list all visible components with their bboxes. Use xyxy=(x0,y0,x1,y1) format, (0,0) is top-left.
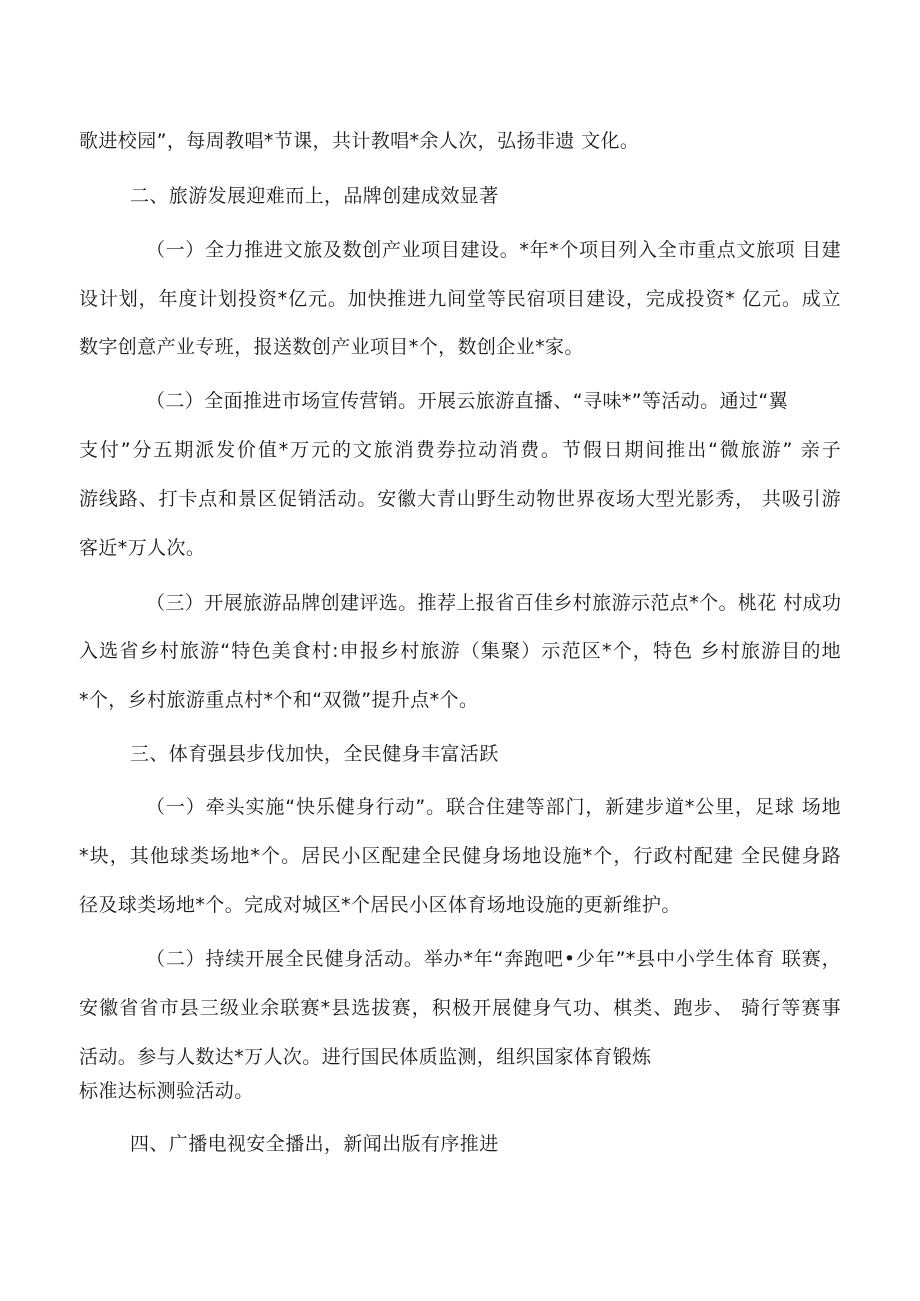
section-heading: 二、旅游发展迎难而上，品牌创建成效显著 xyxy=(130,185,499,207)
paragraph-line: 径及球类场地*个。完成对城区*个居民小区体育场地设施的更新维护。 xyxy=(79,894,681,916)
paragraph-line: 歌进校园”，每周教唱*节课，共计教唱*余人次，弘扬非遗 文化。 xyxy=(79,130,640,152)
paragraph-line: 支付”分五期派发价值*万元的文旅消费券拉动消费。节假日期间推出“微旅游” 亲子 xyxy=(79,439,841,461)
paragraph-line: 入选省乡村旅游“特色美食村:申报乡村旅游（集聚）示范区*个，特色 乡村旅游目的地 xyxy=(79,640,841,662)
paragraph-line: 设计划，年度计划投资*亿元。加快推进九间堂等民宿项目建设，完成投资* 亿元。成立 xyxy=(79,288,841,310)
paragraph-line: （三）开展旅游品牌创建评选。推荐上报省百佳乡村旅游示范点*个。桃花 村成功 xyxy=(146,592,842,614)
paragraph-line: 标准达标测验活动。 xyxy=(79,1080,254,1102)
paragraph-line: （一）全力推进文旅及数创产业项目建设。*年*个项目列入全市重点文旅项 目建 xyxy=(146,239,841,261)
section-heading: 四、广播电视安全播出，新闻出版有序推进 xyxy=(130,1133,499,1155)
paragraph-line: *块，其他球类场地*个。居民小区配建全民健身场地设施*个，行政村配建 全民健身路 xyxy=(79,845,841,867)
section-heading: 三、体育强县步伐加快，全民健身丰富活跃 xyxy=(130,743,499,765)
paragraph-line: （二）持续开展全民健身活动。举办*年“奔跑吧•少年”*县中小学生体育 联赛， xyxy=(146,948,841,970)
paragraph-line: 活动。参与人数达*万人次。进行国民体质监测，组织国家体育锻炼 xyxy=(79,1046,652,1068)
paragraph-line: *个，乡村旅游重点村*个和“双微”提升点*个。 xyxy=(79,689,479,711)
paragraph-line: （二）全面推进市场宣传营销。开展云旅游直播、“寻味*”等活动。通过“翼 xyxy=(146,390,789,412)
paragraph-line: （一）牵头实施“快乐健身行动”。联合住建等部门，新建步道*公里，足球 场地 xyxy=(146,796,841,818)
paragraph-line: 游线路、打卡点和景区促销活动。安徽大青山野生动物世界夜场大型光影秀， 共吸引游 xyxy=(79,488,841,510)
paragraph-line: 数字创意产业专班，报送数创产业项目*个，数创企业*家。 xyxy=(79,336,584,358)
paragraph-line: 客近*万人次。 xyxy=(79,537,206,559)
paragraph-line: 安徽省省市县三级业余联赛*县选拔赛，积极开展健身气功、棋类、跑步、 骑行等赛事 xyxy=(79,997,841,1019)
